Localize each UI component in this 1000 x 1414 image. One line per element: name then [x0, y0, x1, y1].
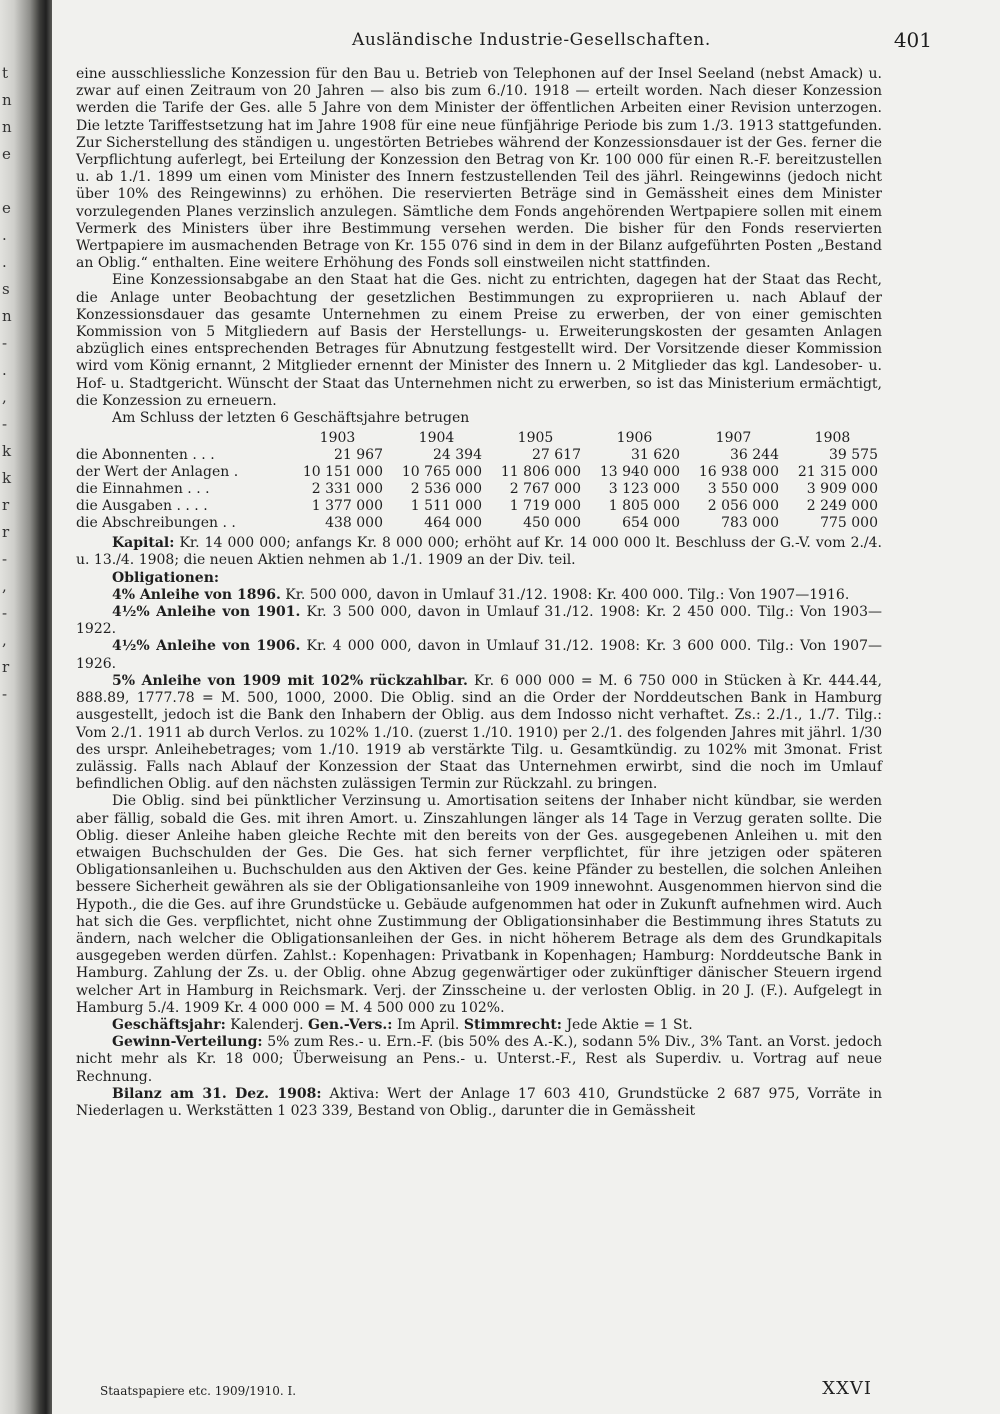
geschaeftsjahr-value: Kalenderj.: [230, 1016, 304, 1033]
spine-letter: -: [2, 334, 8, 352]
anleihe-text: Kr. 4 000 000, davon in Umlauf 31./12. 1908: Kr. 3 600 000. Tilg.: Von 1907—1926.: [76, 638, 882, 672]
spine-letter: e: [2, 145, 11, 163]
cell-value: 21 315 000: [797, 464, 878, 481]
geschaeftsjahr-line: [76, 1017, 882, 1034]
page-header: [352, 30, 932, 56]
spine-letter: s: [2, 280, 10, 298]
cell-value: 450 000: [523, 515, 581, 532]
anleihe-entry: [76, 587, 882, 604]
anleihe-entry: [76, 604, 882, 638]
obligationen-heading-line: [76, 570, 882, 587]
row-label: die Abonnenten . . .: [76, 447, 215, 464]
paragraph-abgabe: Eine Konzessionsabgabe an den Staat hat die Ges. nicht zu entrichten, dagegen hat der Staat das Recht, die Anlage unter Beobachtung der gesetzlichen Bestimmungen zu expropriieren u. nach Ablauf der Konzessionsdauer das gesamte Unternehmen zu einem Preise zu erwerben, der von einer gemischten Kommission von 5 Mitgliedern auf Basis der Herstellungs- u. Erweiterungskosten der gesamten Anlagen abzüglich eines entsprechenden Betrages für Abnutzung festgestellt wird. Der Vorsitzende dieser Kommission wird vom König ernannt, 2 Mitglieder ernennt der Minister des Innern u. 2 Mitglieder das kgl. Landesober- u. Hof- u. Stadtgericht. Wünscht der Staat das Unternehmen nicht zu erwerben, so ist das Ministerium ermächtigt, die Konzession zu erneuern.: [76, 272, 882, 409]
cell-value: 2 249 000: [806, 498, 878, 515]
bilanz-label: Bilanz am 31. Dez. 1908:: [112, 1085, 322, 1102]
cell-value: 2 056 000: [707, 498, 779, 515]
table-row: [76, 464, 882, 481]
anleihe-text: Kr. 500 000, davon in Umlauf 31./12. 1908: Kr. 400 000. Tilg.: Von 1907—1916.: [285, 586, 850, 603]
spine-letter: e: [2, 199, 11, 217]
cell-value: 438 000: [325, 515, 383, 532]
stats-year: 1906: [616, 430, 653, 447]
row-label: die Abschreibungen . .: [76, 515, 236, 532]
cell-value: 11 806 000: [500, 464, 581, 481]
cell-value: 13 940 000: [599, 464, 680, 481]
stats-year: 1908: [814, 430, 851, 447]
stats-year: 1903: [319, 430, 356, 447]
footer-signature: Staatspapiere etc. 1909/1910. I.: [100, 1384, 297, 1398]
row-label: der Wert der Anlagen .: [76, 464, 239, 481]
gewinn-label: Gewinn-Verteilung:: [112, 1034, 263, 1051]
anleihe-label: 5% Anleihe von 1909 mit 102% rückzahlbar.: [112, 672, 468, 689]
stimmrecht-value: Jede Aktie = 1 St.: [566, 1016, 693, 1033]
row-label: die Einnahmen . . .: [76, 481, 210, 498]
spine-letter: r: [2, 523, 10, 541]
anleihe-label: 4½% Anleihe von 1906.: [112, 638, 301, 655]
spine-letter: k: [2, 442, 12, 460]
cell-value: 3 909 000: [806, 481, 878, 498]
page-title: Ausländische Industrie-Gesellschaften.: [352, 30, 711, 50]
table-row: [76, 498, 882, 515]
kapital-label: Kapital:: [112, 535, 175, 552]
cell-value: 24 394: [433, 447, 482, 464]
cell-value: 39 575: [829, 447, 878, 464]
stats-year: 1905: [517, 430, 554, 447]
anleihe-text: Kr. 6 000 000 = M. 6 750 000 in Stücken à Kr. 444.44, 888.89, 1777.78 = M. 500, 1000, 2000. Die Oblig. sind an die Order der Norddeutschen Bank in Hamburg ausgestellt, jedoch ist die Bank den Inhabern der Oblig. aus dem Indosso nicht verhaftet. Zs.: 2./1., 1./7. Tilg.: Vom 2./1. 1911 ab durch Verlos. zu 102% 1./10. (zuerst 1./10. 1910) per 2./1. des folgenden Jahres mit jährl. 1/30 des urspr. Anleihebetrages; vom 1./10. 1919 ab verstärkte Tilg. u. Gesamtkündig. zu 102% mit 3monat. Frist zulässig. Falls nach Ablauf der Konzession der Staat das Unternehmen erwirbt, sind die noch im Umlauf befindlichen Oblig. auf den nächsten zulässigen Termin zur Rückzahl. zu bringen.: [76, 672, 882, 793]
spine-letter: r: [2, 658, 10, 676]
gv-value: Im April.: [396, 1016, 460, 1033]
page-footer: [100, 1378, 872, 1402]
gewinn-paragraph: [76, 1034, 882, 1086]
cell-value: 775 000: [820, 515, 878, 532]
anleihe-text: Kr. 3 500 000, davon in Umlauf 31./12. 1908: Kr. 2 450 000. Tilg.: Von 1903—1922.: [76, 604, 882, 638]
spine-letter: [2, 168, 14, 195]
stats-year-row: [76, 430, 882, 447]
anleihe-label: 4% Anleihe von 1896.: [112, 586, 281, 603]
spine-letter: k: [2, 469, 12, 487]
spine-letter: -: [2, 415, 8, 433]
spine-letter: -: [2, 550, 8, 568]
kapital-paragraph: [76, 535, 882, 569]
page-number: 401: [893, 28, 932, 52]
spine-letter: ,: [2, 388, 7, 406]
gewinn-text: 5% zum Res.- u. Ern.-F. (bis 50% des A.-K.), sodann 5% Div., 3% Tant. an Vorst. jedoch nicht mehr als Kr. 18 000; Überweisung an Pens.- u. Unterst.-F., Rest als Superdiv. u. Vortrag auf neue Rechnung.: [76, 1034, 882, 1085]
cell-value: 1 719 000: [509, 498, 581, 515]
spine-letter: ,: [2, 631, 7, 649]
cell-value: 1 511 000: [410, 498, 482, 515]
obligationen-heading: Obligationen:: [112, 569, 220, 586]
cell-value: 783 000: [721, 515, 779, 532]
spine-letter: t: [2, 64, 9, 82]
row-label: die Ausgaben . . . .: [76, 498, 208, 515]
book-spine-shadow: [0, 0, 52, 1414]
cell-value: 36 244: [730, 447, 779, 464]
obligationen-continuation: Die Oblig. sind bei pünktlicher Verzinsung u. Amortisation seitens der Inhaber nicht kündbar, sie werden aber fällig, sobald die Ges. mit ihren Amort. u. Zinszahlungen länger als 14 Tage in Verzug geraten sollte. Die Oblig. dieser Anleihe haben gleiche Rechte mit den bereits von der Ges. ausgegebenen Anleihen u. mit den etwaigen Buchschulden der Ges. Die Ges. hat sich ferner verpflichtet, für ihre jetzigen oder späteren Obligationsanleihen u. Buchschulden aus den Aktiven der Ges. keine Pfänder zu bestellen, die solchen Anleihen bessere Sicherheit gewähren als sie der Obligationsanleihe von 1909 innewohnt. Ausgenommen hiervon sind die Hypoth., die die Ges. auf ihre Grundstücke u. Gebäude aufgenommen hat oder in Zukunft aufnehmen wird. Auch hat sich die Ges. verpflichtet, nicht ohne Zustimmung der Obligationsinhaber die Bestimmung ihres Statuts zu ändern, nach welcher die Obligationsanleihen der Ges. in nicht höherem Betrage als dem des Grundkapitals ausgegeben werden dürfen. Zahlst.: Kopenhagen: Privatbank in Kopenhagen; Hamburg: Norddeutsche Bank in Hamburg. Zahlung der Zs. u. der Oblig. ohne Abzug gegenwärtiger oder zukünftiger dänischer Steuern irgend welcher Art in Hamburg in Reichsmark. Verj. der Zinsscheine u. der verlosten Oblig. in 20 J. (F.). Aufgelegt in Hamburg 5./4. 1909 Kr. 4 000 000 = M. 4 500 000 zu 102%.: [76, 793, 882, 1016]
spine-letter: -: [2, 604, 8, 622]
gv-label: Gen.-Vers.:: [307, 1016, 393, 1033]
cell-value: 27 617: [532, 447, 581, 464]
cell-value: 2 767 000: [509, 481, 581, 498]
stats-table: [76, 430, 882, 532]
cell-value: 21 967: [334, 447, 383, 464]
cell-value: 2 331 000: [311, 481, 383, 498]
bilanz-paragraph: [76, 1086, 882, 1120]
page-body: [76, 66, 882, 1120]
cell-value: 10 765 000: [401, 464, 482, 481]
cell-value: 1 377 000: [311, 498, 383, 515]
paragraph-konzession: eine ausschliessliche Konzession für den Bau u. Betrieb von Telephonen auf der Insel Seeland (nebst Amack) u. zwar auf einen Zeitraum von 20 Jahren — also bis zum 6./10. 1918 — erteilt worden. Nach dieser Konzession werden die Tarife der Ges. alle 5 Jahre von dem Minister der öffentlichen Arbeiten einer Revision unterzogen. Die letzte Tariffestsetzung hat im Jahre 1908 für eine neue fünfjährige Periode bis zum 1./3. 1913 stattgefunden. Zur Sicherstellung des ständigen u. ungestörten Betriebes während der Konzessionsdauer ist der Ges. ferner die Verpflichtung auferlegt, bei Erteilung der Konzession den Betrag von Kr. 100 000 für einen R.-F. bereitzustellen u. ab 1./1. 1899 um einen vom Minister des Innern festzustellenden Teil des jährl. Reingewinns (jedoch nicht über 10% des Reingewinns) zu erhöhen. Die reservierten Beträge sind in Gemässheit eines dem Minister vorzulegenden Planes verzinslich anzulegen. Sämtliche dem Fonds angehörenden Wertpapiere sollen mit einem Vermerk des Ministers über ihre Bestimmung versehen werden. Die bisher für den Fonds reservierten Wertpapiere im ausmachenden Betrage von Kr. 155 076 sind in dem in der Bilanz aufgeführten Posten „Bestand an Oblig.“ enthalten. Eine weitere Erhöhung des Fonds soll einstweilen nicht stattfinden.: [76, 66, 882, 272]
spine-letter: n: [2, 118, 12, 136]
spine-letter: n: [2, 307, 12, 325]
cell-value: 654 000: [622, 515, 680, 532]
spine-letter: ,: [2, 577, 7, 595]
table-row: [76, 447, 882, 464]
anleihe-entry: [76, 638, 882, 672]
cell-value: 16 938 000: [698, 464, 779, 481]
stats-intro: Am Schluss der letzten 6 Geschäftsjahre betrugen: [112, 410, 470, 427]
anleihe-label: 4½% Anleihe von 1901.: [112, 604, 301, 621]
cell-value: 10 151 000: [302, 464, 383, 481]
stats-year: 1904: [418, 430, 455, 447]
spine-letter: n: [2, 91, 12, 109]
spine-letter: r: [2, 496, 10, 514]
stats-year: 1907: [715, 430, 752, 447]
cell-value: 3 550 000: [707, 481, 779, 498]
spine-letter: .: [2, 253, 7, 271]
bilanz-text: Aktiva: Wert der Anlage 17 603 410, Grundstücke 2 687 975, Vorräte in Niederlagen u. Werkstätten 1 023 339, Bestand von Oblig., darunter die in Gemässheit: [76, 1085, 882, 1119]
cell-value: 3 123 000: [608, 481, 680, 498]
table-row: [76, 481, 882, 498]
spine-letter: -: [2, 685, 8, 703]
stimmrecht-label: Stimmrecht:: [463, 1016, 562, 1033]
table-row: [76, 515, 882, 532]
kapital-text: Kr. 14 000 000; anfangs Kr. 8 000 000; erhöht auf Kr. 14 000 000 lt. Beschluss der G.-V. vom 2./4. u. 13./4. 1908; die neuen Aktien nehmen ab 1./1. 1909 an der Div. teil.: [76, 535, 882, 569]
geschaeftsjahr-label: Geschäftsjahr:: [112, 1016, 226, 1033]
anleihe-entry: [76, 673, 882, 793]
cell-value: 1 805 000: [608, 498, 680, 515]
spine-letter: .: [2, 361, 7, 379]
spine-letter: .: [2, 226, 7, 244]
cell-value: 2 536 000: [410, 481, 482, 498]
cell-value: 31 620: [631, 447, 680, 464]
stats-corner: [76, 430, 288, 447]
spine-letters: [2, 60, 14, 708]
cell-value: 464 000: [424, 515, 482, 532]
footer-sheet-number: XXVI: [822, 1378, 872, 1399]
